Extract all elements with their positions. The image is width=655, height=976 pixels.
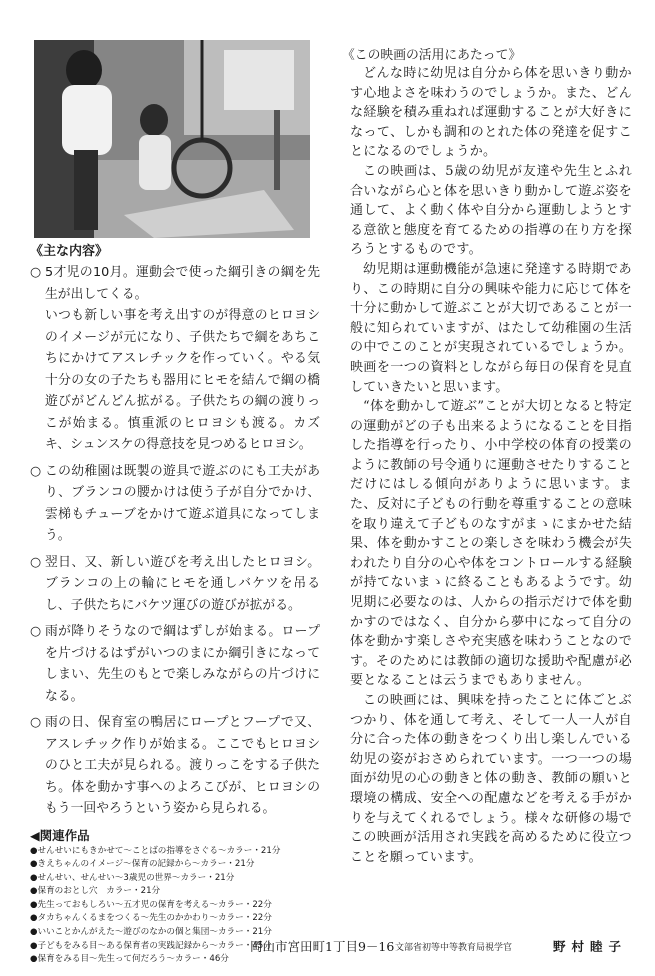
usage-notes-column <box>342 44 632 867</box>
contents-paragraph: 翌日、又、新しい遊びを考え出したヒロヨシ。ブランコの上の輪にヒモを通しバケツを吊るし、子供たちにバケツ運びの遊びが拡がる。 <box>45 554 320 613</box>
contents-paragraph: いつも新しい事を考え出すのが得意のヒロヨシのイメージが元になり、子供たちで綱をあちこちにかけてアスレチックを作っていく。やる気十分の女の子たちも器用にヒモを結んで綱の橋遊びがどんどん拡がる。子供たちの綱の渡りっこが始まる。慎重派のヒロヨシも渡る。カズキ、シュンスケの得意技を見つめるヒロヨシ。 <box>45 308 320 452</box>
related-work-item: ●保育のおとし穴 カラー・21分 <box>30 886 161 897</box>
circle-bullet-icon: ○ <box>30 265 42 280</box>
usage-notes-title: 《この映画の活用にあたって》 <box>342 48 522 63</box>
circle-bullet-icon: ○ <box>30 463 42 479</box>
circle-bullet-icon: ○ <box>30 624 42 639</box>
contents-paragraph: 5才児の10月。運動会で使った綱引きの綱を先生が出してくる。 <box>45 265 320 302</box>
author-name: 野村睦子 <box>553 939 628 954</box>
contents-column <box>30 240 320 967</box>
related-work-item: ●せんせいにもきかせて～ことばの指導をさぐる～カラー・21分 <box>30 845 281 856</box>
address-stamp: 岡山市宮田町1丁目9－16 <box>250 939 395 954</box>
usage-paragraph: 幼児期は運動機能が急速に発達する時期であり、この時期に自分の興味や能力に応じて体を十分に動かして遊ぶことが大切であることが一般に知られていますが、はたして幼稚園の生活の中でこのことが実現されているでしょうか。映画を一つの資料としながら毎日の保育を見直していきたいと思います。 <box>350 261 632 395</box>
circle-bullet-icon: ○ <box>30 554 42 570</box>
circle-bullet-icon: ○ <box>30 715 42 730</box>
related-works-title: ◀関連作品 <box>30 827 90 843</box>
contents-item <box>30 621 320 707</box>
contents-item <box>30 712 320 820</box>
contents-paragraph: 雨が降りそうなので綱はずしが始まる。ロープを片づけるはずがいつのまにか綱引きになってしまい、先生のもとで楽しみながらの片づけになる。 <box>45 624 320 704</box>
usage-paragraph: この映画は、5歳の幼児が友達や先生とふれ合いながら心と体を思いきり動かして遊ぶ姿を通して、よく動く体や自分から運動しようとする意欲と態度を育てるための指導の在り方を探ろうとするものです。 <box>350 163 632 258</box>
related-work-item: ●きえちゃんのイメージ～保育の記録から～カラー・21分 <box>30 859 255 870</box>
contents-paragraph: 雨の日、保育室の鴨居にロープとフープで又、アスレチック作りが始まる。ここでもヒロヨシのひと工夫が見られる。渡りっこをする子供たち。体を動かす事へのよろこびが、ヒロヨシのもう一回やろうという姿から見られる。 <box>45 715 320 816</box>
contents-item <box>30 262 320 456</box>
related-work-item: ●保育をみる目～先生って何だろう～カラー・46分 <box>30 954 229 965</box>
related-work-item: ●いいことかんがえた～遊びのなかの個と集団～カラー・21分 <box>30 927 272 938</box>
usage-paragraph: どんな時に幼児は自分から体を思いきり動かす心地よさを味わうのでしょうか。また、どんな経験を積み重ねれば運動することが大好きになって、しかも調和のとれた体の発達を促すことになるのでしょうか。 <box>350 66 632 160</box>
related-work-item: ●タカちゃんくるまをつくる～先生のかかわり～カラー・22分 <box>30 913 272 924</box>
contents-item <box>30 552 320 617</box>
related-work-item: ●子どもをみる目～ある保育者の実践記録から～カラー・45分 <box>30 940 272 951</box>
children-playing-photo <box>34 40 310 238</box>
footer <box>250 937 650 957</box>
contents-list <box>30 262 320 820</box>
usage-paragraph: “体を動かして遊ぶ”ことが大切となると特定の運動がどの子も出来るようになることを目指した指導を行ったり、小中学校の体育の授業のように教師の号令通りに運動させたりすることだけにはしる傾向がありように思います。また、反対に子どもの行動を尊重することの意味を取り違えて子どものなすがまゝにまかせた結果、体を動かすことの楽しさを味わう機会が失われたり自分の心や体をコントロールする経験が持てないまゝに終ることもあるようです。幼児期に必要なのは、人からの指示だけで体を動かすのではなく、自分から夢中になって自分の体を動かす楽しさや充実感を味わうことなのです。そのためには教師の適切な援助や配慮が必要となることは云うまでもありません。 <box>350 399 632 689</box>
related-work-item: ●せんせい、せんせい～3歳児の世界～カラー・21分 <box>30 872 235 883</box>
contents-paragraph: この幼稚園は既製の遊具で遊ぶのにも工夫があり、ブランコの腰かけは使う子が自分でかけ、雲梯もチューブをかけて遊ぶ道具になってしまう。 <box>45 463 320 543</box>
usage-paragraph: この映画には、興味を持ったことに体ごとぶつかり、体を通して考え、そして一人一人が自分に合った体の動きをつくり出し楽しんでいる幼児の姿がおさめられています。一つ一つの場面が幼児の心の動きと体の動き、教師の願いと環境の構成、安全への配慮などを考える手がかりを与えてくれるでしょう。様々な研修の場でこの映画が活用され実践を高めるために役立つことを願っています。 <box>350 693 632 865</box>
related-work-item: ●先生っておもしろい～五才児の保育を考える～カラー・22分 <box>30 899 272 910</box>
contents-title: 《主な内容》 <box>30 244 109 259</box>
contents-item <box>30 461 320 547</box>
author-affiliation: 文部省初等中等教育局視学官 <box>395 943 513 953</box>
